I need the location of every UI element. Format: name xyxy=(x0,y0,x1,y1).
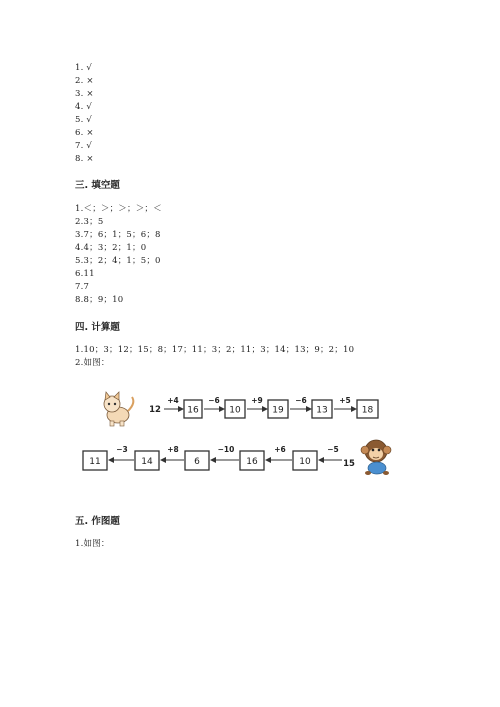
chain1-op-3: +9 xyxy=(251,396,263,405)
chain1-box-4-value: 13 xyxy=(316,405,328,416)
drawing-answer-1: 1.如图： xyxy=(75,539,110,549)
fill-answer-6: 6.11 xyxy=(75,269,95,279)
judge-answer-3: 3. × xyxy=(75,89,94,99)
chain2-start: 15 xyxy=(343,459,355,469)
chain2-box-3-value: 6 xyxy=(194,457,200,467)
monkey-icon xyxy=(361,440,391,475)
calc-answer-1: 1.10；3；12；15；8；17；11；3；2；11；3；14；13；9；2；10 xyxy=(75,345,355,355)
chain1-op-4: −6 xyxy=(295,396,307,405)
chain1-box-2-value: 10 xyxy=(229,405,241,416)
fill-answer-3: 3.7；6；1；5；6；8 xyxy=(75,230,161,240)
drawing-heading: 五. 作图题 xyxy=(75,516,120,527)
chain2-box-2-value: 14 xyxy=(141,457,153,467)
judge-answer-2: 2. × xyxy=(75,76,94,86)
chain2-op-4: +6 xyxy=(274,445,286,454)
chain1-op-2: −6 xyxy=(208,396,220,405)
fill-answer-8: 8.8；9；10 xyxy=(75,295,124,305)
chain2-op-3: −10 xyxy=(217,445,235,454)
chain2-op-5: −5 xyxy=(327,445,339,454)
judge-answer-8: 8. × xyxy=(75,154,94,164)
fill-answer-4: 4.4；3；2；1；0 xyxy=(75,243,147,253)
cat-icon xyxy=(104,392,133,426)
chain1-start: 12 xyxy=(149,405,161,415)
judge-answer-4: 4. √ xyxy=(75,102,93,112)
chain2-op-2: +8 xyxy=(167,445,179,454)
fill-answer-1: 1.＜；＞；＞；＞；＜ xyxy=(75,204,162,214)
chain1-op-5: +5 xyxy=(339,396,351,405)
chain2-op-1: −3 xyxy=(116,445,128,454)
chain1-box-1-value: 16 xyxy=(187,405,199,416)
fill-answer-2: 2.3；5 xyxy=(75,217,104,227)
calc-answer-2: 2.如图： xyxy=(75,358,110,368)
chain1-op-1: +4 xyxy=(167,396,179,405)
judge-answer-6: 6. × xyxy=(75,128,94,138)
chain1-box-3-value: 19 xyxy=(272,405,284,416)
chain2-box-1-value: 11 xyxy=(89,457,101,467)
fill-answer-5: 5.3；2；4；1；5；0 xyxy=(75,256,161,266)
fill-blank-heading: 三. 填空题 xyxy=(75,180,120,191)
chain-diagram xyxy=(0,385,500,505)
chain2-box-5-value: 10 xyxy=(299,457,311,467)
judge-answer-5: 5. √ xyxy=(75,115,93,125)
judge-answer-7: 7. √ xyxy=(75,141,93,151)
chain2-box-4-value: 16 xyxy=(246,457,258,467)
calc-heading: 四. 计算题 xyxy=(75,322,120,333)
chain1-box-5-value: 18 xyxy=(361,405,374,416)
judge-answer-1: 1. √ xyxy=(75,63,93,73)
fill-answer-7: 7.7 xyxy=(75,282,90,292)
